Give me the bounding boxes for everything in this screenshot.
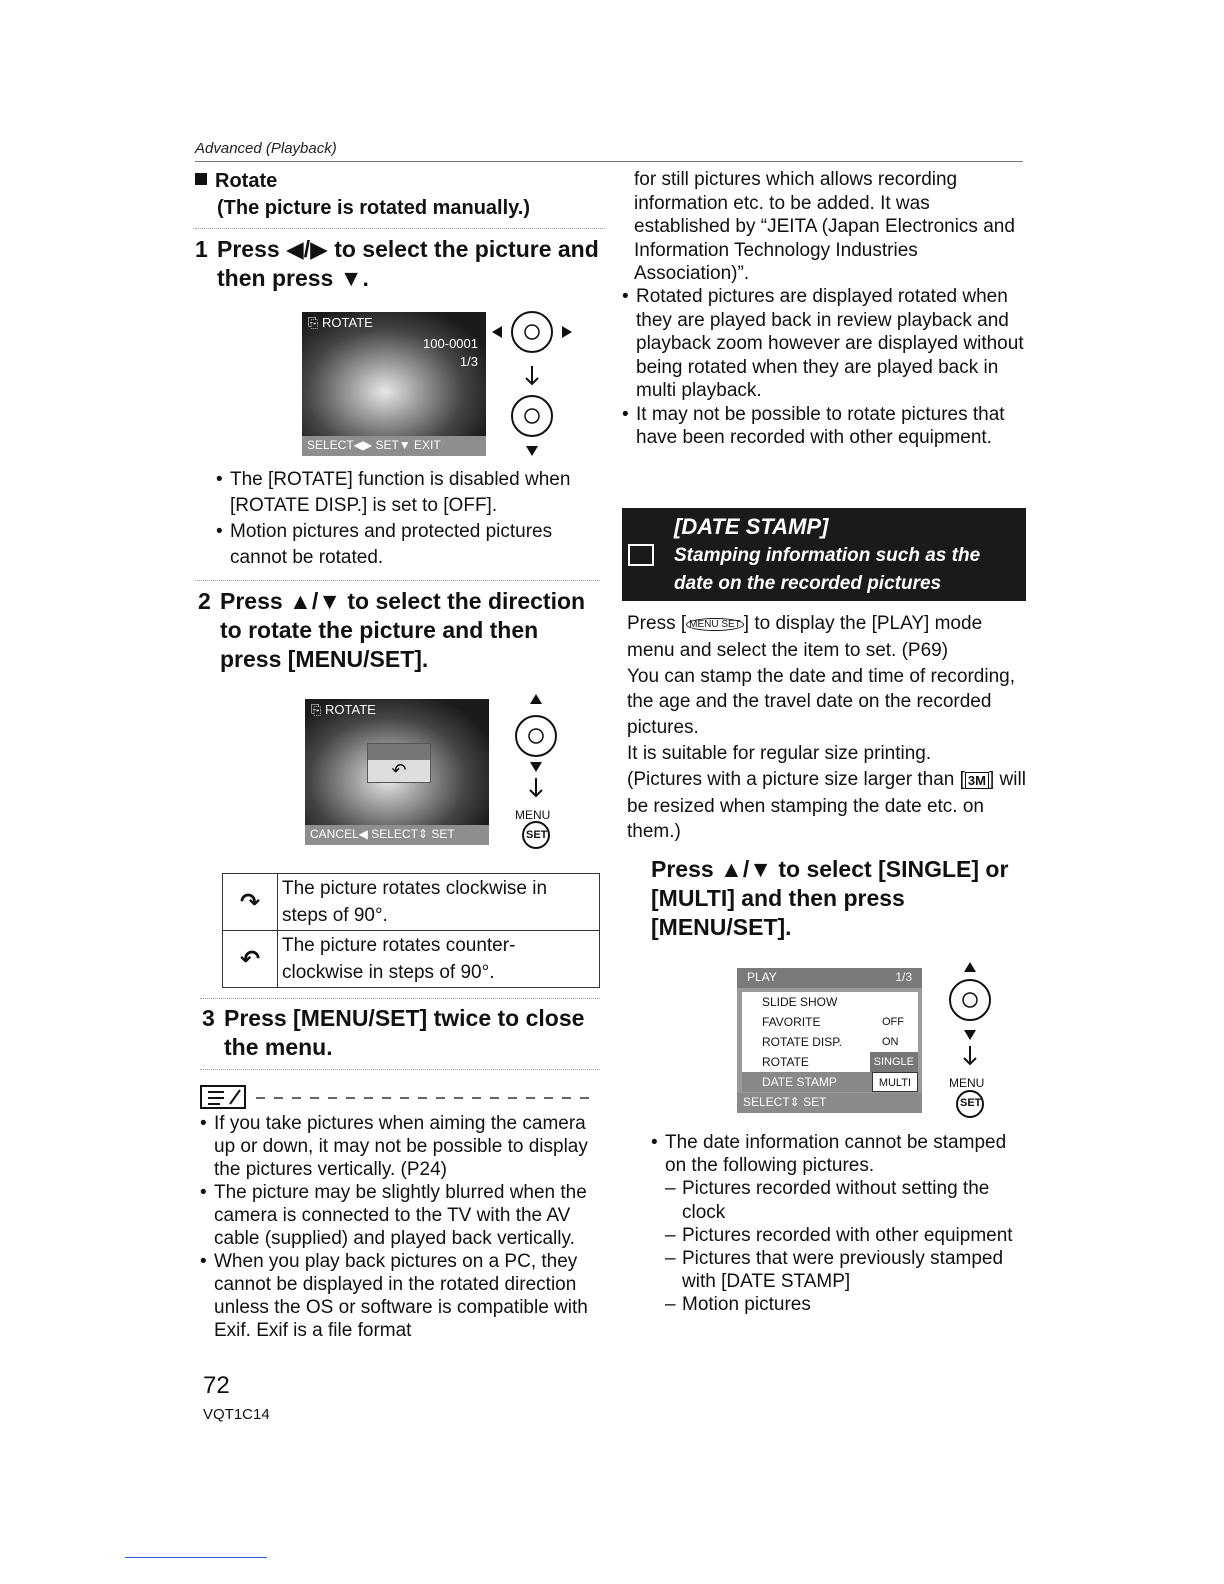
step-text: Press [MENU/SET] twice to close the menu.	[224, 1005, 585, 1060]
date-stamp-icon	[628, 544, 654, 566]
date-stamp-step: Press ▲/▼ to select [SINGLE] or [MULTI] and then press [MENU/SET].	[651, 856, 1009, 940]
rotate-memo-notes	[200, 1112, 605, 1342]
down-flow-arrow-icon	[526, 366, 538, 384]
set-label: SET	[960, 1097, 982, 1109]
dpad-illustration-2	[508, 692, 568, 852]
dash-item: – Motion pictures	[665, 1294, 811, 1316]
down-arrow-icon	[964, 1030, 976, 1040]
intro-line: You can stamp the date and time of recording, the age and the travel date on the recorded pictures.	[627, 665, 1015, 739]
divider	[195, 580, 600, 581]
picture-size-3m-icon: 3M	[965, 772, 989, 789]
right-arrow-icon	[562, 326, 572, 338]
table-row	[223, 874, 600, 931]
menu-set-icon: MENU SET	[686, 618, 744, 631]
footer-link-rule	[125, 1557, 267, 1558]
intro-line: It is suitable for regular size printing.	[627, 742, 932, 764]
menu-item-selected[interactable]: DATE STAMP MULTI	[742, 1072, 918, 1092]
dash-item: – Pictures recorded without setting the clock	[665, 1178, 990, 1223]
note-item: • The [ROTATE] function is disabled when [ROTATE DISP.] is set to [OFF].	[216, 467, 601, 519]
divider	[195, 228, 605, 229]
table-cell: The picture rotates clockwise in steps of 90°.	[278, 874, 600, 931]
dash-item: – Pictures that were previously stamped with [DATE STAMP]	[665, 1248, 1004, 1293]
menu-label: MENU	[949, 1076, 985, 1090]
step-2	[198, 587, 598, 674]
left-column	[195, 168, 605, 293]
step-number: 1	[195, 236, 208, 262]
rotate-subtitle: (The picture is rotated manually.)	[217, 197, 531, 219]
step-text: Press ▲/▼ to select the direction to rotate the picture and then press [MENU/SET].	[220, 588, 586, 672]
date-stamp-banner	[622, 508, 1026, 601]
rotation-table	[222, 873, 600, 988]
date-stamp-title: [DATE STAMP]	[674, 514, 829, 539]
square-bullet-icon	[195, 173, 207, 185]
menu-item[interactable]: SLIDE SHOW	[762, 995, 838, 1009]
step-text: Press ◀/▶ to select the picture and then press ▼.	[217, 236, 599, 291]
down-flow-arrow-icon	[964, 1046, 976, 1064]
menu-label: MENU	[515, 808, 551, 822]
note-item: • If you take pictures when aiming the camera up or down, it may not be possible to display the pictures vertically. (P24)	[200, 1112, 605, 1181]
table-cell: The picture rotates counter-clockwise in steps of 90°.	[278, 931, 600, 988]
camera-play-menu-screen	[737, 968, 922, 1113]
rotate-heading	[195, 168, 605, 194]
screen-title: ⎘ ROTATE	[308, 315, 373, 330]
down-flow-arrow-icon	[530, 778, 542, 796]
menu-list	[742, 992, 918, 1092]
date-stamp-subtitle-1: Stamping information such as the	[674, 545, 981, 566]
step-3	[202, 1004, 602, 1062]
date-stamp-intro	[627, 611, 1027, 845]
left-arrow-icon	[492, 326, 502, 338]
dpad-illustration-1	[490, 308, 580, 464]
dpad-icon	[512, 312, 552, 352]
set-label: SET	[526, 829, 548, 841]
document-code: VQT1C14	[203, 1406, 270, 1423]
divider	[200, 1069, 600, 1070]
menu-item[interactable]: ROTATE SINGLE	[742, 1052, 918, 1072]
note-header	[200, 1084, 600, 1110]
menu-item[interactable]: ROTATE DISP. ON	[762, 1035, 899, 1049]
divider	[200, 998, 600, 999]
camera-screen-rotate-select	[302, 312, 486, 456]
note-item: • Rotated pictures are displayed rotated when they are played back in review playback and playback zoom however are displayed without being rotated when they are played back in multi playback.	[622, 285, 1026, 403]
continued-text: for still pictures which allows recording information etc. to be added. It was established by “JEITA (Japan Electronics and Information Technology Industries Association)”.	[634, 169, 1015, 284]
file-number: 100-0001	[423, 336, 478, 351]
section-label: Advanced (Playback)	[195, 140, 337, 157]
step-1	[195, 235, 605, 293]
dpad-icon	[516, 716, 556, 756]
up-arrow-icon	[964, 962, 976, 972]
rotate-right-notes	[622, 285, 1026, 450]
note-item: • It may not be possible to rotate pictures that have been recorded with other equipment.	[622, 403, 1026, 450]
note-item: • Motion pictures and protected pictures cannot be rotated.	[216, 519, 601, 571]
dpad-icon	[512, 396, 552, 436]
rotate-option-box	[367, 743, 431, 783]
intro-line: Press [ MENU SET ] to display the [PLAY] mode menu and select the item to set. (P69)	[627, 613, 983, 661]
rotate-counterclockwise-icon: ↶	[391, 760, 407, 780]
screen-title: ⎘ ROTATE	[311, 702, 376, 717]
screen-help-bar: CANCEL◀ SELECT⇕ SET	[305, 825, 489, 845]
rotate-clockwise-icon: ↷	[223, 874, 278, 931]
rotate-title: Rotate	[215, 170, 278, 192]
table-row	[223, 931, 600, 988]
note-item: • The picture may be slightly blurred when the camera is connected to the TV with the AV cable (supplied) and played back vertically.	[200, 1181, 605, 1250]
up-arrow-icon	[530, 694, 542, 704]
dpad-icon	[950, 980, 990, 1020]
step-number: 3	[202, 1005, 215, 1031]
screen-help-bar: SELECT⇕ SET	[737, 1093, 922, 1113]
note-item: • When you play back pictures on a PC, they cannot be displayed in the rotated direction unless the OS or software is compatible with Exif. Exif is a file format	[200, 1250, 605, 1342]
menu-item[interactable]: FAVORITE OFF	[762, 1015, 904, 1029]
screen-help-bar: SELECT◀▶ SET▼ EXIT	[302, 436, 486, 456]
down-arrow-icon	[530, 762, 542, 772]
dpad-illustration-3	[942, 960, 1002, 1120]
down-arrow-icon	[526, 446, 538, 456]
intro-line: (Pictures with a picture size larger than [ 3M ] will be resized when stamping the date etc. on them.)	[627, 768, 1026, 843]
menu-header: PLAY 1/3	[737, 968, 922, 988]
rotate-counterclockwise-icon: ↶	[223, 931, 278, 988]
page-number: 72	[203, 1372, 230, 1399]
header-rule	[195, 161, 1023, 162]
rotate-notes	[216, 467, 601, 571]
camera-screen-rotate-direction	[305, 699, 489, 845]
date-stamp-notes	[651, 1131, 1031, 1317]
step-number: 2	[198, 588, 211, 614]
image-count: 1/3	[459, 354, 478, 369]
date-stamp-subtitle-2: date on the recorded pictures	[674, 573, 942, 594]
note-item: • The date information cannot be stamped on the following pictures.	[651, 1132, 1007, 1177]
dash-item: – Pictures recorded with other equipment	[665, 1224, 1013, 1246]
